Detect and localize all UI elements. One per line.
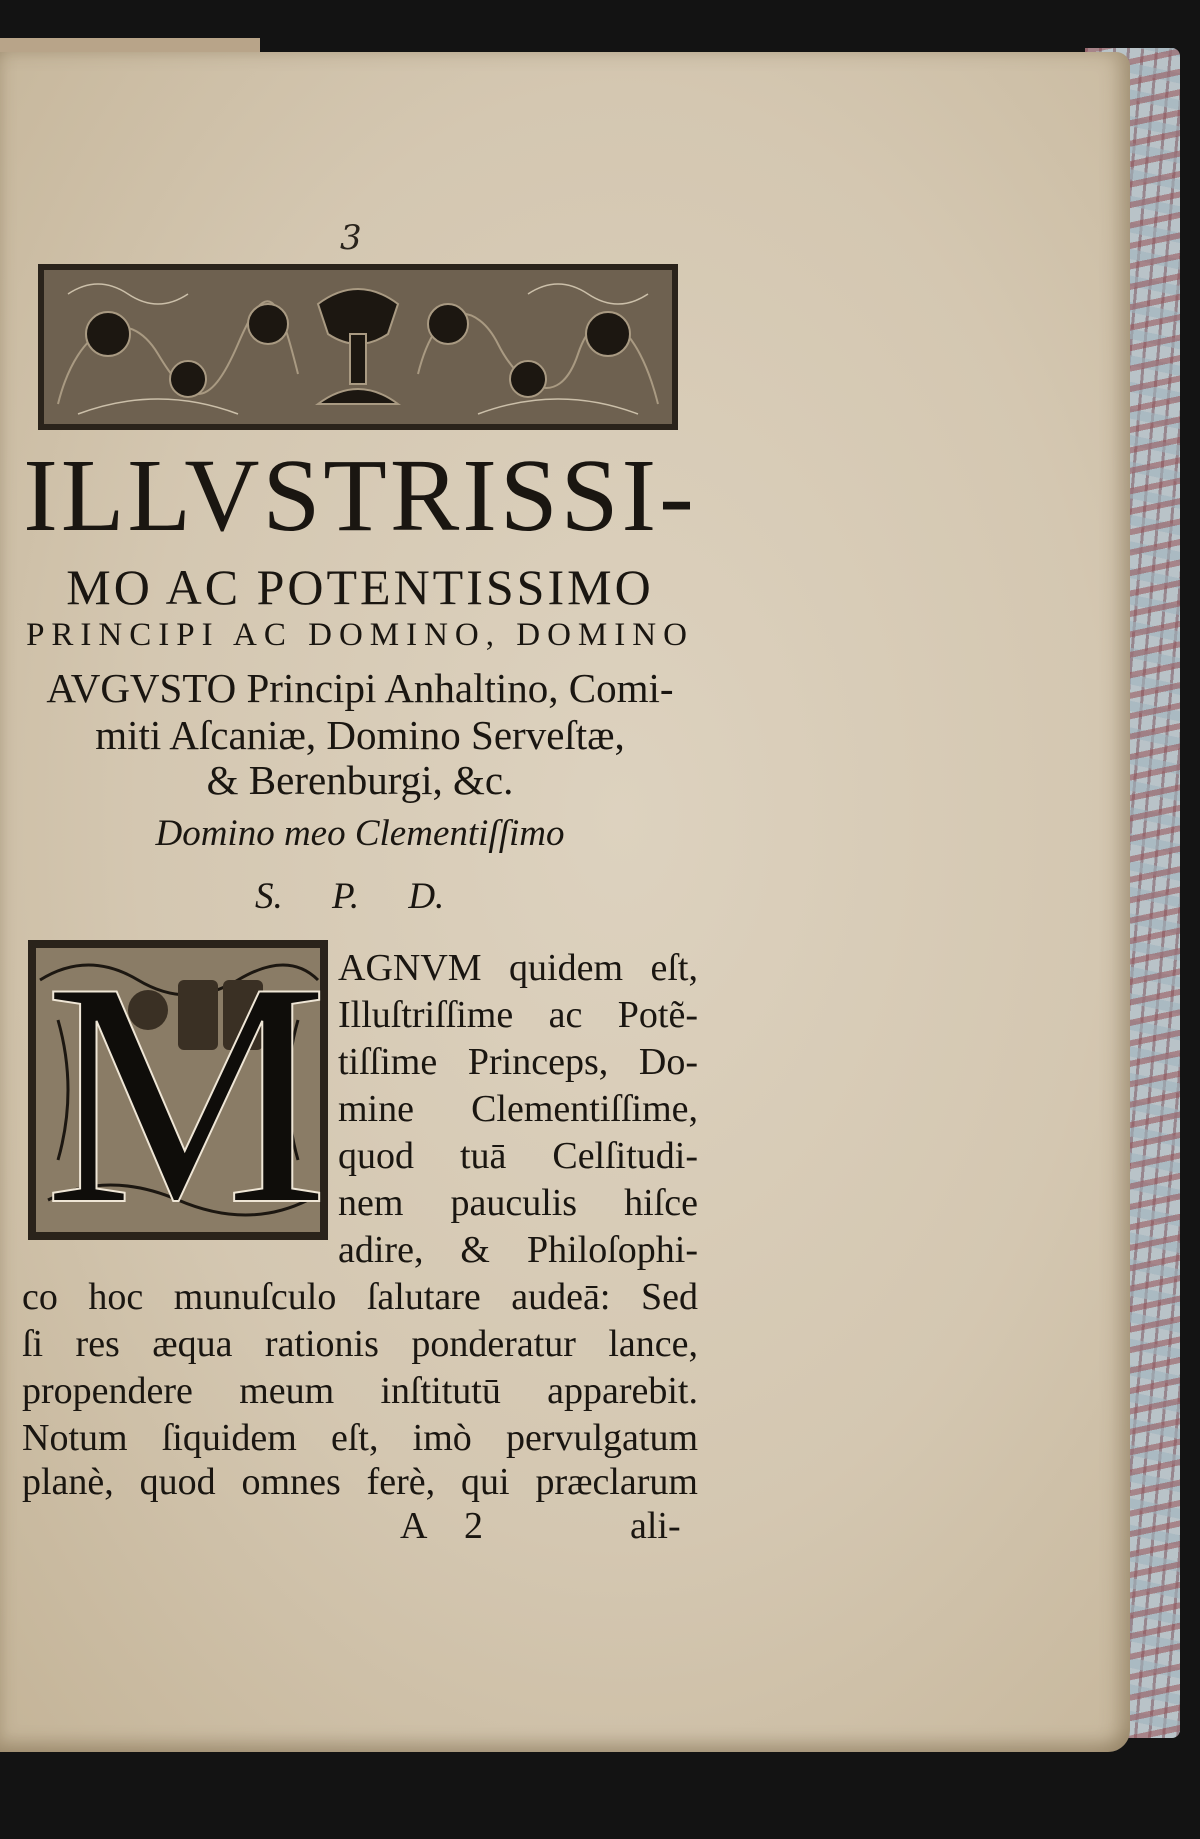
body-line: nem pauculis hiſce	[338, 1182, 698, 1224]
catchword: ali-	[630, 1505, 681, 1547]
body-line: mine Clementiſſime,	[338, 1088, 698, 1130]
title-line-3: PRINCIPI AC DOMINO, DOMINO	[26, 617, 694, 653]
title-line-5: miti Aſcaniæ, Domino Serveſtæ,	[95, 712, 625, 758]
salutation: S. P. D.	[255, 876, 445, 917]
signature-mark: A	[400, 1505, 428, 1547]
body-line: Illuſtriſſime ac Potẽ-	[338, 994, 698, 1036]
body-line: ſi res æqua rationis ponderatur lance,	[22, 1323, 698, 1365]
body-line: co hoc munuſculo ſalutare audeā: Sed	[22, 1276, 698, 1318]
ornamental-headpiece	[38, 264, 678, 430]
page-number: 3	[340, 218, 362, 258]
body-line: planè, quod omnes ferè, qui præclarum	[22, 1461, 698, 1503]
printed-text-block	[0, 52, 720, 1612]
body-line: propendere meum inſtitutū apparebit.	[22, 1370, 698, 1412]
title-line-2: MO AC POTENTISSIMO	[66, 559, 654, 615]
dedication-line: Domino meo Clementiſſimo	[155, 813, 565, 854]
body-line: AGNVM quidem eſt,	[338, 947, 698, 989]
signature-number: 2	[464, 1505, 483, 1547]
body-line: quod tuā Celſitudi-	[338, 1135, 698, 1177]
body-line: adire, & Philoſophi-	[338, 1229, 698, 1271]
book-page	[0, 52, 1130, 1752]
title-line-4: AVGVSTO Principi Anhaltino, Comi-	[46, 665, 674, 711]
initial-letter: M	[44, 917, 329, 1271]
body-line: Notum ſiquidem eſt, imò pervulgatum	[22, 1417, 698, 1459]
title-line-1: ILLVSTRISSI-	[23, 438, 697, 553]
body-line: tiſſime Princeps, Do-	[338, 1041, 698, 1083]
decorated-initial	[28, 917, 329, 1271]
title-line-6: & Berenburgi, &c.	[206, 757, 514, 803]
